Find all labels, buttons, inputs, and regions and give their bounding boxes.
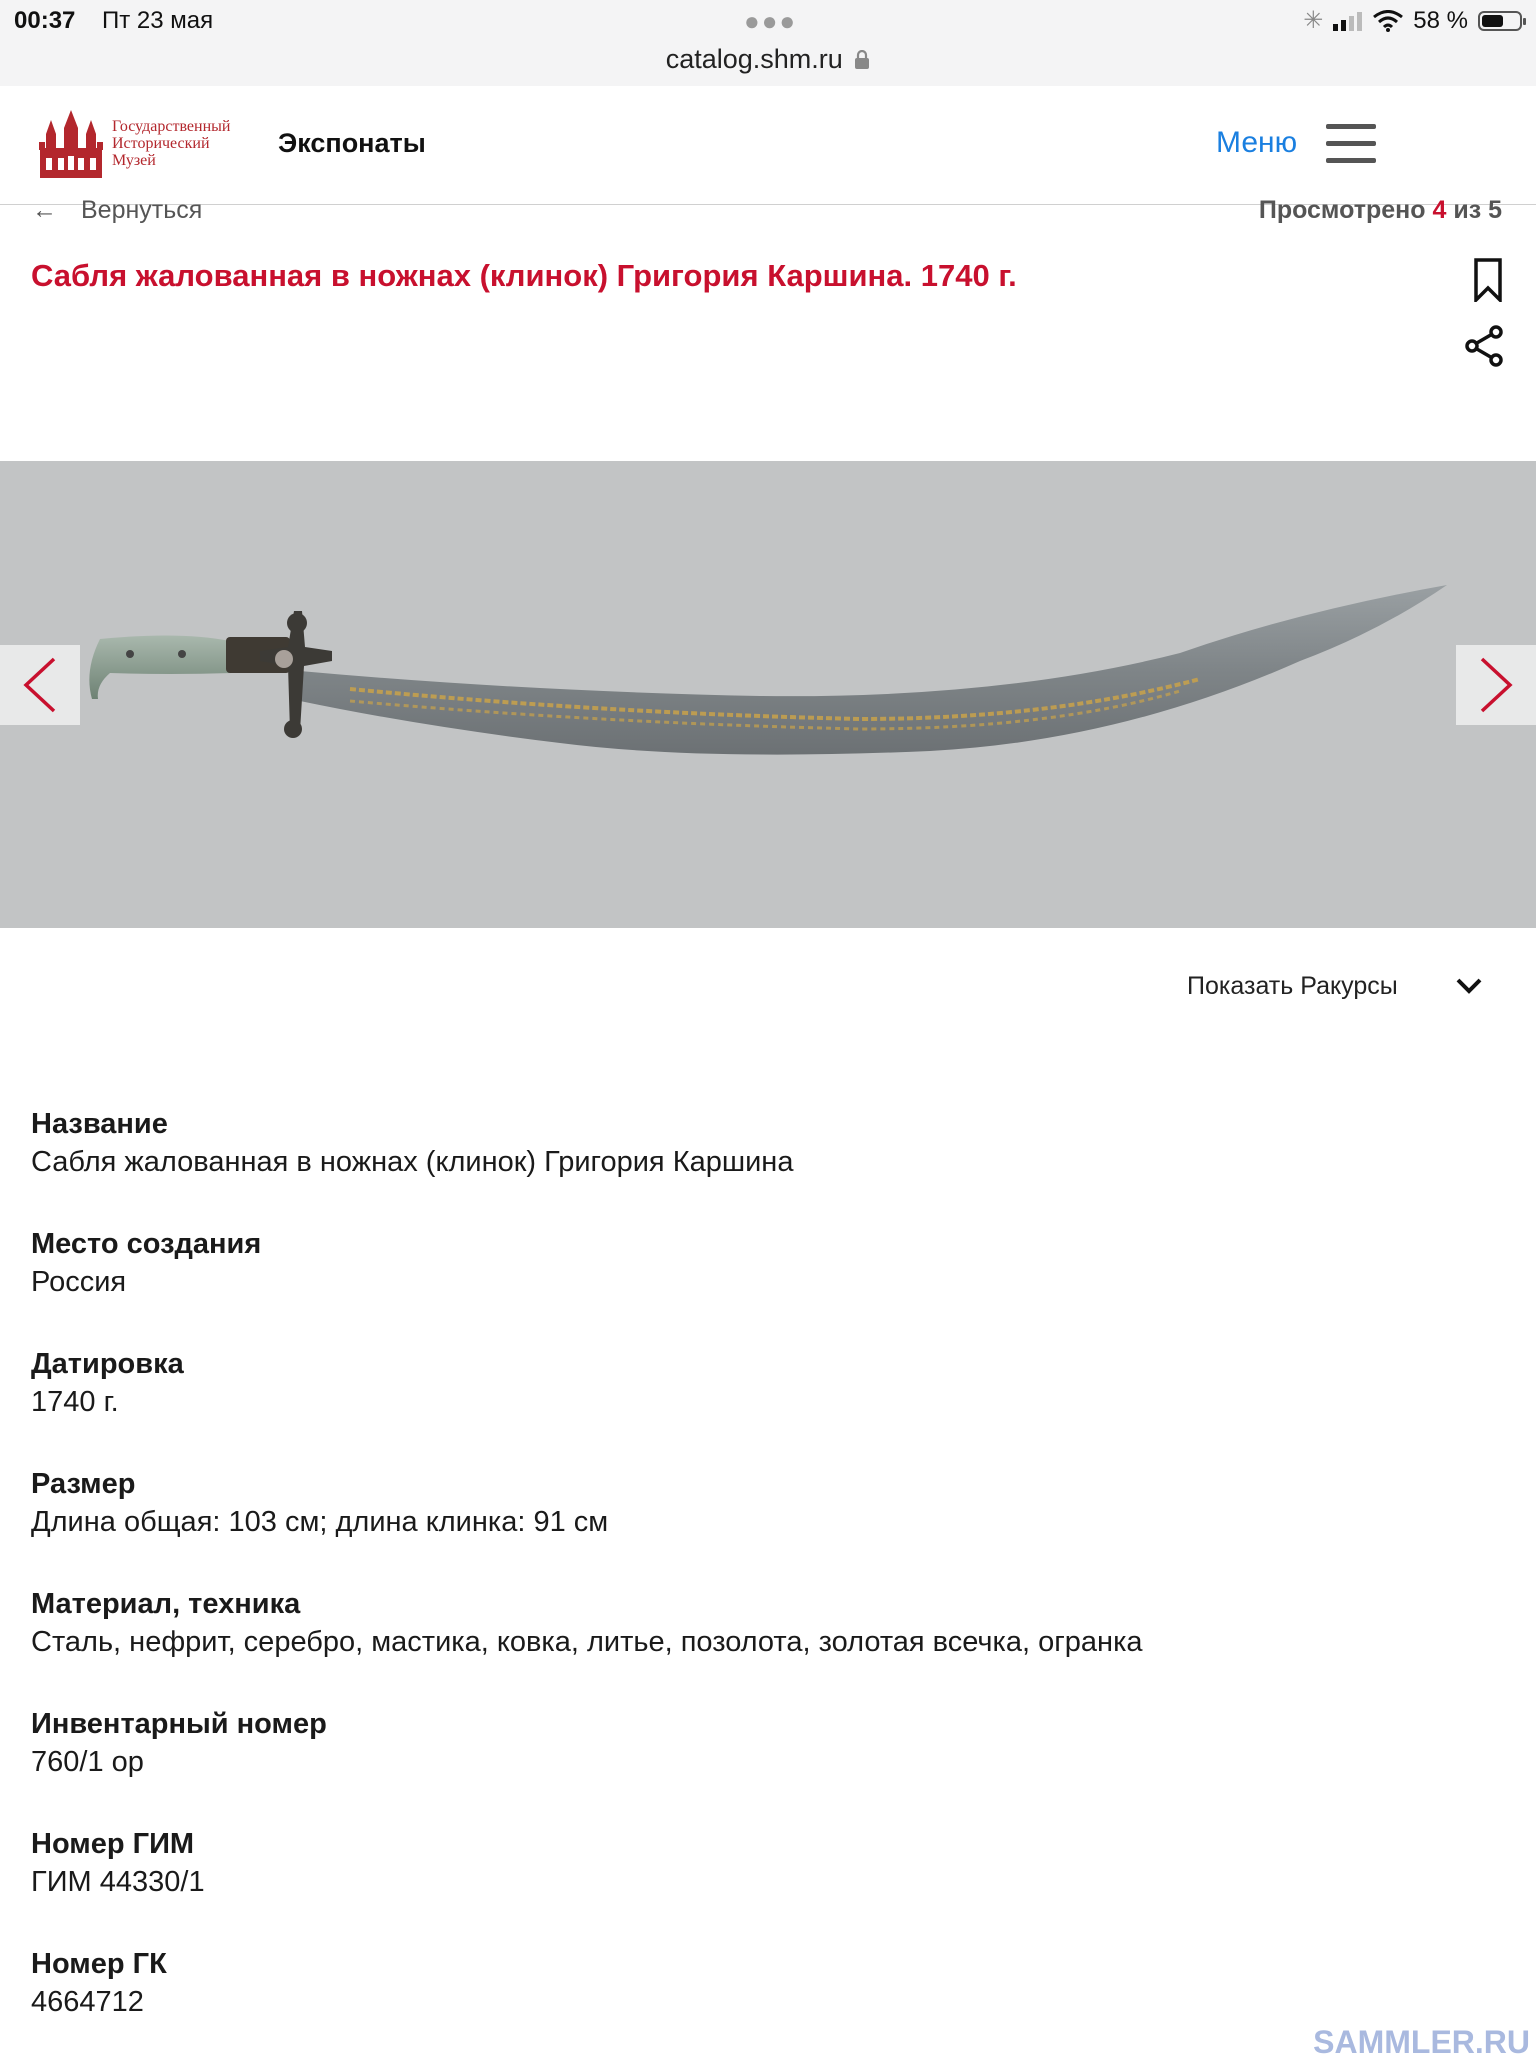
next-image-button[interactable] xyxy=(1456,645,1536,725)
status-bar xyxy=(0,0,1536,44)
property-row xyxy=(31,1346,1481,1466)
arrow-left-icon: ← xyxy=(32,196,57,224)
property-row xyxy=(31,1826,1481,1946)
sabre-image xyxy=(0,461,1536,928)
viewed-current: 4 xyxy=(1432,196,1447,224)
logo-line: Исторический xyxy=(112,135,210,152)
museum-logo[interactable] xyxy=(38,108,278,184)
viewed-total: 5 xyxy=(1488,196,1502,224)
property-value: Сабля жалованная в ножнах (клинок) Григория Каршина xyxy=(31,1146,794,1178)
chevron-left-icon xyxy=(22,657,58,713)
property-value: ГИМ 44330/1 xyxy=(31,1866,205,1898)
property-label: Место создания xyxy=(31,1228,262,1260)
url-text: catalog.shm.ru xyxy=(665,44,843,74)
property-row xyxy=(31,1466,1481,1586)
properties-list xyxy=(31,1106,1481,2066)
logo-line: Музей xyxy=(112,152,156,169)
url-display[interactable] xyxy=(0,44,1536,75)
property-value: 1740 г. xyxy=(31,1386,119,1418)
logo-line: Государственный xyxy=(112,118,231,135)
wifi-icon xyxy=(1373,10,1403,32)
status-indicators xyxy=(1303,6,1522,35)
property-row xyxy=(31,1226,1481,1346)
item-title: Сабля жалованная в ножнах (клинок) Григория Каршина. 1740 г. xyxy=(31,258,1017,293)
property-label: Инвентарный номер xyxy=(31,1708,327,1740)
status-date: Пт 23 мая xyxy=(102,7,214,34)
property-label: Номер ГК xyxy=(31,1948,167,1980)
exhibit-image-viewer[interactable] xyxy=(0,461,1536,928)
back-label: Вернуться xyxy=(81,196,203,224)
property-row xyxy=(31,1106,1481,1226)
status-time: 00:37 xyxy=(14,7,76,34)
property-label: Материал, техника xyxy=(31,1588,301,1620)
lock-icon xyxy=(854,50,870,70)
museum-building-icon xyxy=(38,108,104,180)
property-value: Россия xyxy=(31,1266,127,1298)
property-label: Датировка xyxy=(31,1348,184,1380)
museum-logo-text xyxy=(112,118,230,169)
show-angles-button[interactable]: Показать Ракурсы xyxy=(1187,972,1398,1000)
section-exhibits-link[interactable]: Экспонаты xyxy=(278,128,426,158)
property-row xyxy=(31,1946,1481,2066)
property-value: Длина общая: 103 см; длина клинка: 91 см xyxy=(31,1506,609,1538)
property-value: 4664712 xyxy=(31,1986,144,2018)
property-label: Номер ГИМ xyxy=(31,1828,195,1860)
property-row xyxy=(31,1586,1481,1706)
cellular-signal-icon xyxy=(1333,11,1363,31)
viewed-of: из xyxy=(1453,196,1482,224)
menu-button[interactable]: Меню xyxy=(1216,126,1298,159)
address-bar[interactable] xyxy=(0,44,1536,87)
chevron-down-icon[interactable] xyxy=(1454,974,1484,998)
property-value: 760/1 ор xyxy=(31,1746,144,1778)
hamburger-icon[interactable] xyxy=(1326,124,1376,164)
property-label: Размер xyxy=(31,1468,136,1500)
viewed-label: Просмотрено xyxy=(1258,196,1426,224)
watermark: SAMMLER.RU xyxy=(1313,2024,1530,2060)
multitask-dots-icon[interactable]: ●●● xyxy=(744,6,798,36)
share-icon[interactable] xyxy=(1462,324,1506,368)
chevron-right-icon xyxy=(1478,657,1514,713)
site-header xyxy=(0,86,1536,205)
viewed-counter xyxy=(1259,196,1502,225)
property-row xyxy=(31,1706,1481,1826)
bookmark-icon[interactable] xyxy=(1472,258,1504,302)
prev-image-button[interactable] xyxy=(0,645,80,725)
property-label: Название xyxy=(31,1108,168,1140)
back-link[interactable] xyxy=(32,196,202,225)
battery-percent: 58 % xyxy=(1413,6,1468,34)
battery-fill xyxy=(1482,15,1503,27)
battery-icon xyxy=(1478,11,1522,31)
property-value: Сталь, нефрит, серебро, мастика, ковка, литье, позолота, золотая всечка, огранка xyxy=(31,1626,1143,1658)
loading-spinner-icon: ✳ xyxy=(1303,7,1324,34)
